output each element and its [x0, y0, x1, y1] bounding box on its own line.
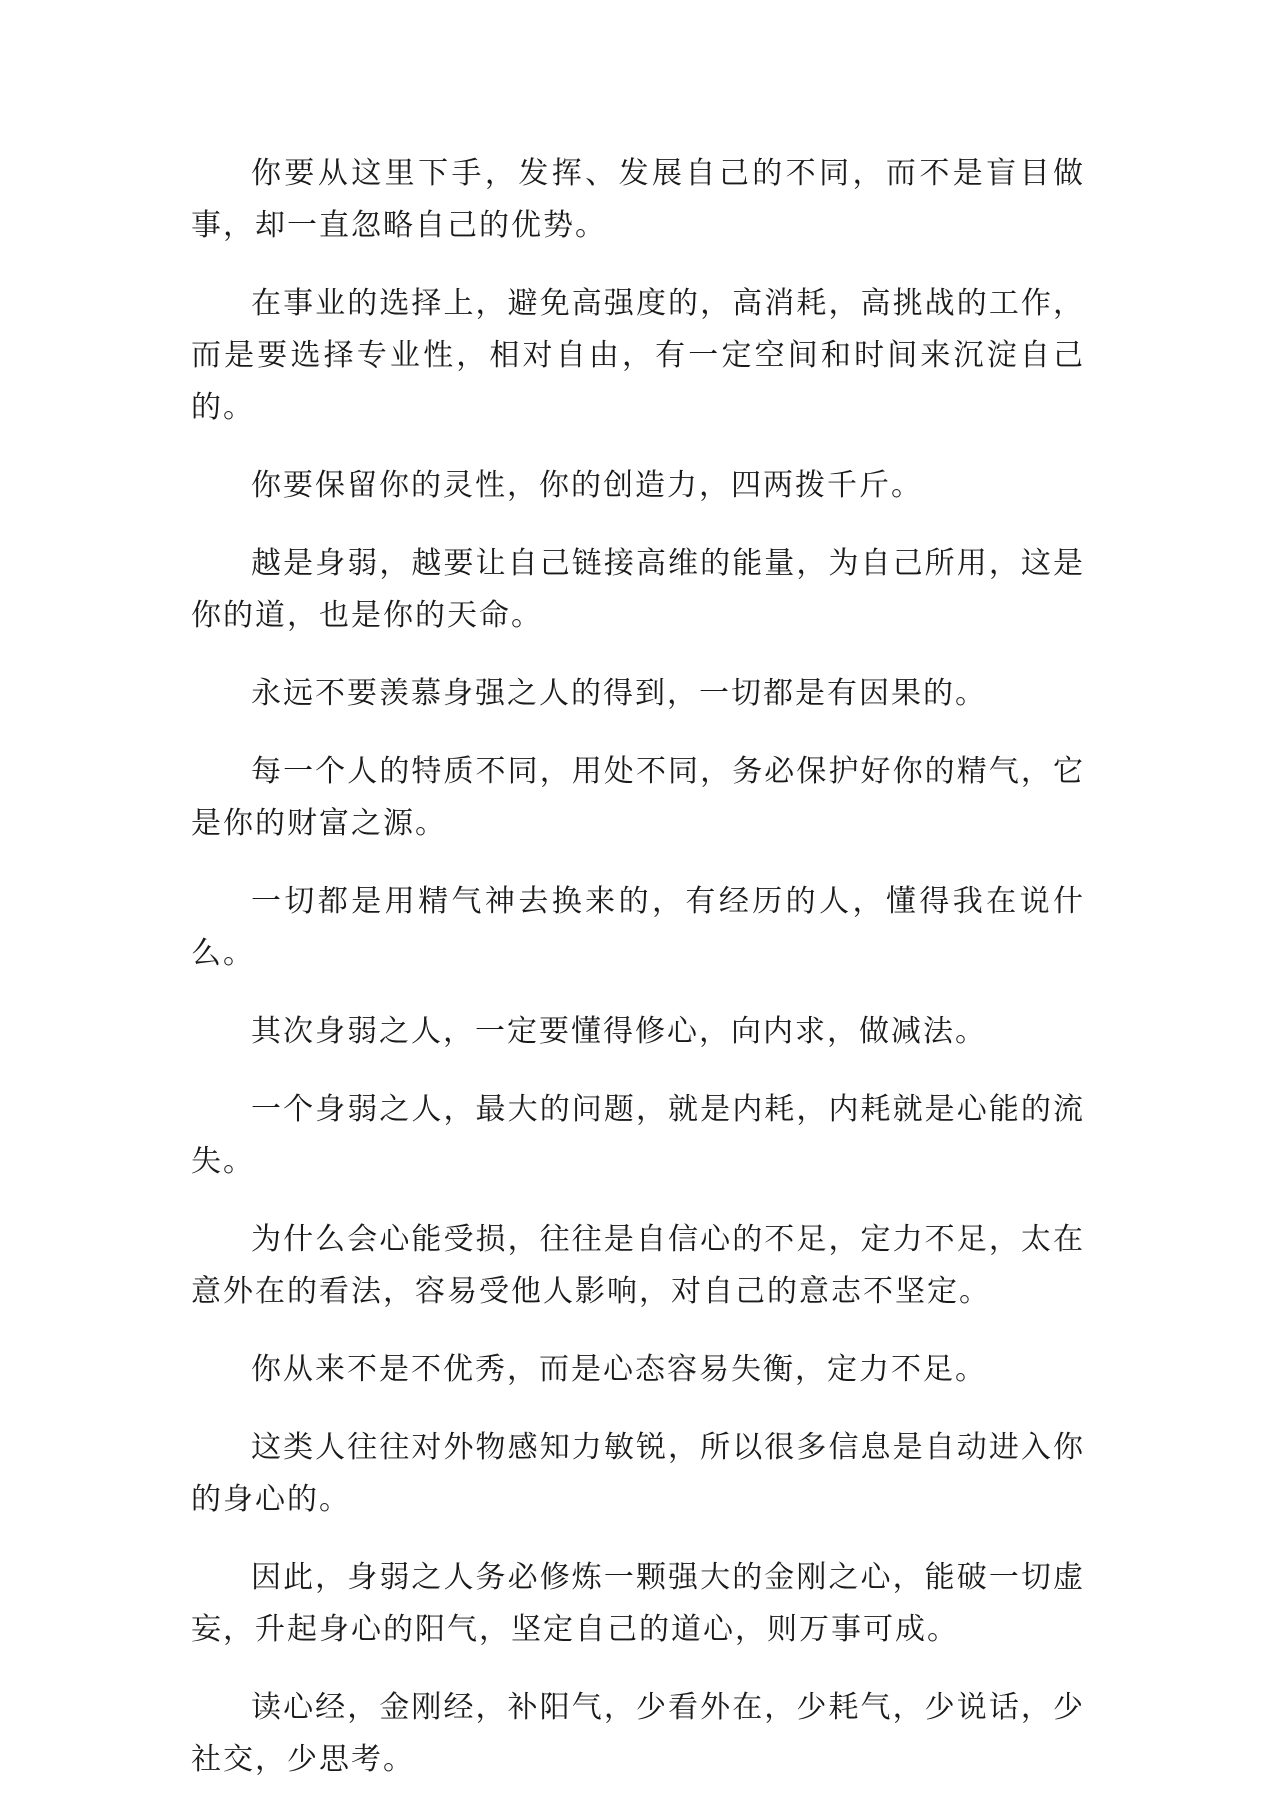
paragraph: 你要保留你的灵性，你的创造力，四两拨千斤。	[251, 468, 923, 503]
paragraph: 你要从这里下手，发挥、发展自己的不同，而不是盲目做事，却一直忽略自己的优势。	[191, 156, 1085, 243]
paragraph: 读心经，金刚经，补阳气，少看外在，少耗气，少说话，少社交，少思考。	[191, 1690, 1085, 1777]
paragraph: 这类人往往对外物感知力敏锐，所以很多信息是自动进入你的身心的。	[191, 1430, 1085, 1517]
paragraph: 每一个人的特质不同，用处不同，务必保护好你的精气，它是你的财富之源。	[191, 754, 1085, 841]
paragraph: 一切都是用精气神去换来的，有经历的人，懂得我在说什么。	[191, 884, 1085, 971]
paragraph: 你从来不是不优秀，而是心态容易失衡，定力不足。	[251, 1352, 987, 1387]
paragraph: 因此，身弱之人务必修炼一颗强大的金刚之心，能破一切虚妄，升起身心的阳气，坚定自己的道心，则万事可成。	[191, 1560, 1085, 1647]
paragraph: 越是身弱，越要让自己链接高维的能量，为自己所用，这是你的道，也是你的天命。	[191, 546, 1085, 633]
paragraph: 在事业的选择上，避免高强度的，高消耗，高挑战的工作，而是要选择专业性，相对自由，有一定空间和时间来沉淀自己的。	[191, 286, 1085, 425]
paragraph: 永远不要羡慕身强之人的得到，一切都是有因果的。	[251, 676, 987, 711]
paragraph: 其次身弱之人，一定要懂得修心，向内求，做减法。	[251, 1014, 987, 1049]
paragraph: 为什么会心能受损，往往是自信心的不足，定力不足，太在意外在的看法，容易受他人影响，对自己的意志不坚定。	[191, 1222, 1085, 1309]
paragraph: 一个身弱之人，最大的问题，就是内耗，内耗就是心能的流失。	[191, 1092, 1085, 1179]
document-body	[191, 148, 1085, 1812]
